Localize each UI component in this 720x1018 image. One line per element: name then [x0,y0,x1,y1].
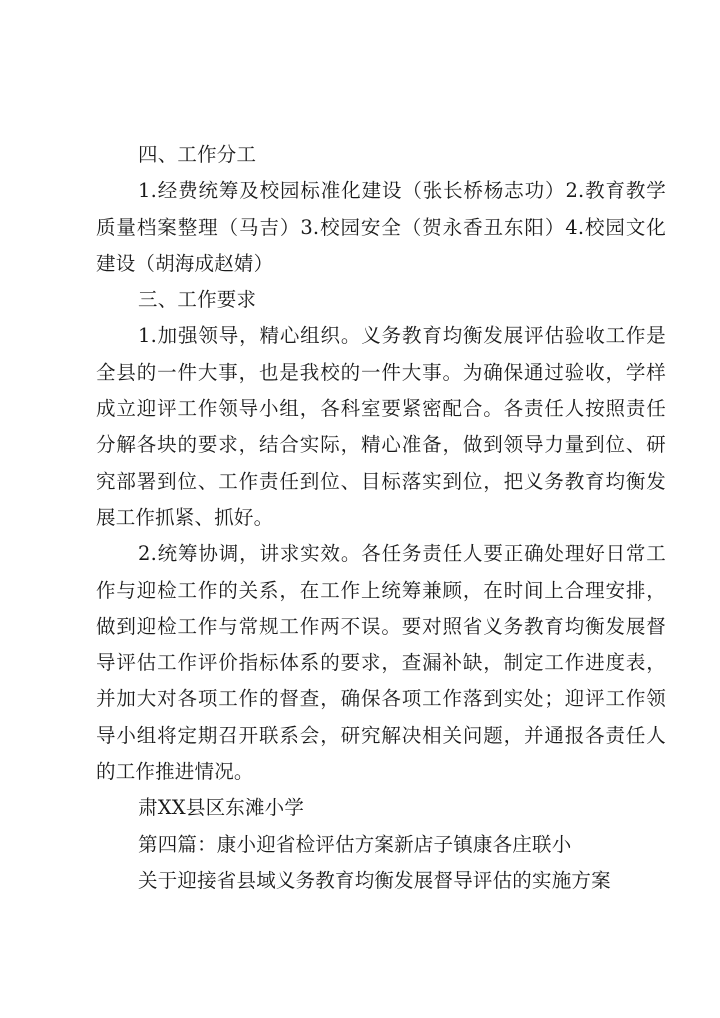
paragraph-line: 质量档案整理（马吉）3.校园安全（贺永香丑东阳）4.校园文化 [96,215,666,239]
document-body [96,137,666,899]
paragraph-line: 究部署到位、工作责任到位、目标落实到位，把义务教育均衡发 [96,469,666,493]
paragraph-line: 1.加强领导，精心组织。义务教育均衡发展评估验收工作是 [138,324,666,348]
paragraph-line: 做到迎检工作与常规工作两不误。要对照省义务教育均衡发展督 [96,614,666,638]
paragraph-line: 分解各块的要求，结合实际，精心准备，做到领导力量到位、研 [96,433,666,457]
paragraph-line: 1.经费统筹及校园标准化建设（张长桥杨志功）2.教育教学 [138,179,666,203]
paragraph-line: 建设（胡海成赵婧） [96,251,274,275]
paragraph-line: 展工作抓紧、抓好。 [96,505,274,529]
paragraph-line: 导评估工作评价指标体系的要求，查漏补缺，制定工作进度表， [96,651,666,675]
section-heading-requirements: 三、工作要求 [138,288,257,312]
section-heading-division: 四、工作分工 [138,143,257,166]
paragraph-line: 的工作推进情况。 [96,760,254,784]
paragraph-line: 成立迎评工作领导小组，各科室要紧密配合。各责任人按照责任 [96,397,666,421]
paragraph-line: 作与迎检工作的关系，在工作上统筹兼顾，在时间上合理安排， [96,578,666,602]
paragraph-line: 并加大对各项工作的督查，确保各项工作落到实处；迎评工作领 [96,687,666,711]
chapter-title: 第四篇：康小迎省检评估方案新店子镇康各庄联小 [138,832,572,856]
school-signature: 肃XX县区东滩小学 [138,796,305,820]
paragraph-line: 全县的一件大事，也是我校的一件大事。为确保通过验收，学样 [96,360,666,384]
paragraph-line: 导小组将定期召开联系会，研究解决相关问题，并通报各责任人 [96,723,666,747]
plan-title: 关于迎接省县域义务教育均衡发展督导评估的实施方案 [138,868,611,892]
paragraph-line: 2.统筹协调，讲求实效。各任务责任人要正确处理好日常工 [138,542,666,566]
